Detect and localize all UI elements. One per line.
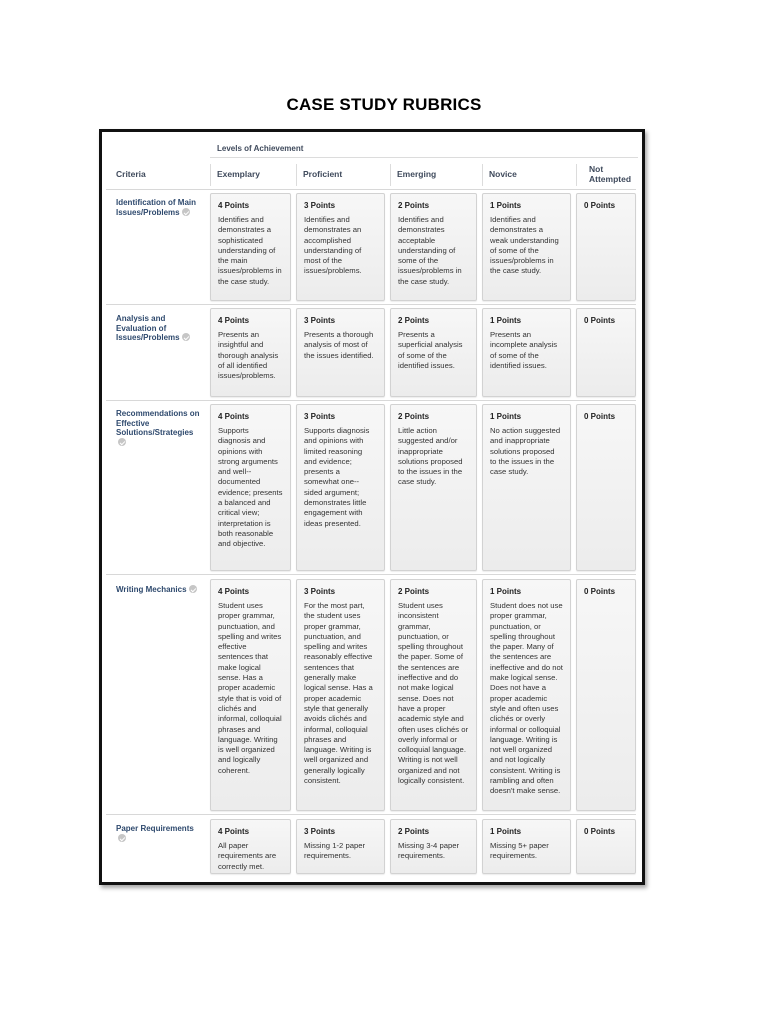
cell-description: Supports diagnosis and opinions with strong arguments and well-- documented evidence; presents a balanced and critical view; interpretation is both reasonable and objective. — [218, 426, 283, 549]
cell-description: Presents an insightful and thorough analysis of all identified issues/problems. — [218, 330, 279, 381]
cell-description: All paper requirements are correctly met. — [218, 841, 277, 871]
cell-description: Student does not use proper grammar, punctuation, or spelling throughout the paper. Many of the sentences are ineffective and do not make logical sense. Does not have a proper academic style and often uses clichés or overly informal or colloquial language. Writing is not well organized and not logically consistent. Writing is rambling and often doesn't make sense. — [490, 601, 563, 796]
criterion-label: Analysis and Evaluation of Issues/Problems — [116, 314, 180, 342]
points-label: 3 Points — [304, 316, 336, 325]
check-circle-icon[interactable] — [189, 585, 197, 593]
header-separator — [390, 164, 391, 186]
header-not-attempted: Not Attempted — [589, 164, 632, 184]
points-label: 0 Points — [584, 201, 616, 210]
rubric-cell[interactable] — [210, 404, 291, 571]
rubric-cell[interactable] — [296, 819, 385, 874]
rubric-cell[interactable] — [390, 579, 477, 811]
cell-description: Missing 5+ paper requirements. — [490, 841, 549, 861]
cell-description: Supports diagnosis and opinions with limited reasoning and evidence; presents a somewhat one-- sided argument; demonstrates little engagement with ideas presented. — [304, 426, 370, 528]
rubric-cell[interactable] — [576, 579, 636, 811]
rubric-frame — [99, 129, 645, 885]
header-proficient: Proficient — [303, 169, 343, 179]
criterion-label: Paper Requirements — [116, 824, 194, 833]
criterion-recommendations — [116, 409, 200, 447]
points-label: 1 Points — [490, 587, 522, 596]
points-label: 4 Points — [218, 201, 250, 210]
cell-description: Identifies and demonstrates an accomplished understanding of most of the issues/problems. — [304, 215, 362, 276]
points-label: 1 Points — [490, 827, 522, 836]
cell-description: For the most part, the student uses proper grammar, punctuation, and spelling and writes reasonably effective sentences that generally make logical sense. Has a proper academic style that generally avoids clichés and informal, colloquial phrases and language. Writing is well organized and generally logically consistent. — [304, 601, 373, 786]
cell-description: Little action suggested and/or inappropriate solutions proposed to the issues in the case study. — [398, 426, 463, 487]
cell-description: Identifies and demonstrates acceptable understanding of some of the issues/problems in the case study. — [398, 215, 462, 286]
rubric-cell[interactable] — [576, 193, 636, 301]
points-label: 0 Points — [584, 587, 616, 596]
check-circle-icon[interactable] — [182, 333, 190, 341]
points-label: 0 Points — [584, 412, 616, 421]
rubric-cell[interactable] — [296, 308, 385, 397]
rubric-cell[interactable] — [296, 193, 385, 301]
points-label: 3 Points — [304, 587, 336, 596]
points-label: 0 Points — [584, 827, 616, 836]
points-label: 4 Points — [218, 412, 250, 421]
rubric-cell[interactable] — [482, 193, 571, 301]
rubric-cell[interactable] — [390, 819, 477, 874]
cell-description: Identifies and demonstrates a weak understanding of some of the issues/problems in the case study. — [490, 215, 559, 276]
rubric-cell[interactable] — [390, 308, 477, 397]
points-label: 3 Points — [304, 412, 336, 421]
rubric-cell[interactable] — [576, 308, 636, 397]
rubric-cell[interactable] — [482, 308, 571, 397]
header-novice: Novice — [489, 169, 517, 179]
points-label: 4 Points — [218, 827, 250, 836]
rubric-cell[interactable] — [210, 193, 291, 301]
points-label: 2 Points — [398, 201, 430, 210]
criterion-paper-requirements — [116, 824, 200, 843]
row-divider — [106, 304, 636, 305]
criterion-identification — [116, 198, 200, 217]
points-label: 4 Points — [218, 587, 250, 596]
rubric-cell[interactable] — [390, 193, 477, 301]
header-criteria: Criteria — [116, 169, 146, 179]
rubric-cell[interactable] — [210, 579, 291, 811]
cell-description: Student uses inconsistent grammar, punctuation, or spelling throughout the paper. Some of the sentences are ineffective and do not make logical sense. Does not have a proper academic style and often uses clichés or overly informal or colloquial language. Writing is not well organized and not logically consistent. — [398, 601, 469, 786]
criterion-label: Writing Mechanics — [116, 585, 187, 594]
criterion-label: Recommendations on Effective Solutions/Strategies — [116, 409, 200, 437]
cell-description: Presents an incomplete analysis of some of the identified issues. — [490, 330, 558, 370]
header-separator — [296, 164, 297, 186]
criterion-analysis — [116, 314, 200, 343]
rubric-cell[interactable] — [482, 404, 571, 571]
cell-description: No action suggested and inappropriate solutions proposed to the issues in the case study. — [490, 426, 561, 477]
rubric-cell[interactable] — [210, 819, 291, 874]
levels-of-achievement-label: Levels of Achievement — [217, 144, 304, 153]
cell-description: Student uses proper grammar, punctuation, and spelling and writes effective sentences that make logical sense. Has a proper academic style that is void of clichés and informal, colloquial phrases and language. Writing is well organized and logically coherent. — [218, 601, 282, 775]
points-label: 0 Points — [584, 316, 616, 325]
check-circle-icon[interactable] — [118, 438, 126, 446]
criterion-writing-mechanics — [116, 585, 200, 595]
check-circle-icon[interactable] — [182, 208, 190, 216]
points-label: 2 Points — [398, 827, 430, 836]
cell-description: Presents a thorough analysis of most of the issues identified. — [304, 330, 374, 360]
points-label: 1 Points — [490, 412, 522, 421]
points-label: 4 Points — [218, 316, 250, 325]
criterion-label: Identification of Main Issues/Problems — [116, 198, 196, 217]
document-title: CASE STUDY RUBRICS — [286, 95, 482, 114]
cell-description: Missing 1-2 paper requirements. — [304, 841, 366, 861]
header-emerging: Emerging — [397, 169, 437, 179]
points-label: 1 Points — [490, 316, 522, 325]
rubric-cell[interactable] — [296, 404, 385, 571]
rubric-cell[interactable] — [482, 579, 571, 811]
rubric-cell[interactable] — [296, 579, 385, 811]
rubric-cell[interactable] — [576, 819, 636, 874]
row-divider — [106, 189, 636, 190]
row-divider — [106, 400, 636, 401]
row-divider — [106, 814, 636, 815]
cell-description: Missing 3-4 paper requirements. — [398, 841, 460, 861]
header-separator — [210, 164, 211, 186]
rubric-cell[interactable] — [576, 404, 636, 571]
points-label: 3 Points — [304, 201, 336, 210]
check-circle-icon[interactable] — [118, 834, 126, 842]
cell-description: Identifies and demonstrates a sophisticated understanding of the main issues/problems in the case study. — [218, 215, 282, 286]
header-exemplary: Exemplary — [217, 169, 260, 179]
cell-description: Presents a superficial analysis of some of the identified issues. — [398, 330, 463, 370]
points-label: 2 Points — [398, 412, 430, 421]
points-label: 2 Points — [398, 316, 430, 325]
points-label: 1 Points — [490, 201, 522, 210]
rubric-cell[interactable] — [482, 819, 571, 874]
points-label: 3 Points — [304, 827, 336, 836]
rubric-cell[interactable] — [210, 308, 291, 397]
rubric-cell[interactable] — [390, 404, 477, 571]
row-divider — [106, 574, 636, 575]
points-label: 2 Points — [398, 587, 430, 596]
header-separator — [576, 164, 577, 186]
header-separator — [482, 164, 483, 186]
levels-divider — [210, 157, 638, 158]
